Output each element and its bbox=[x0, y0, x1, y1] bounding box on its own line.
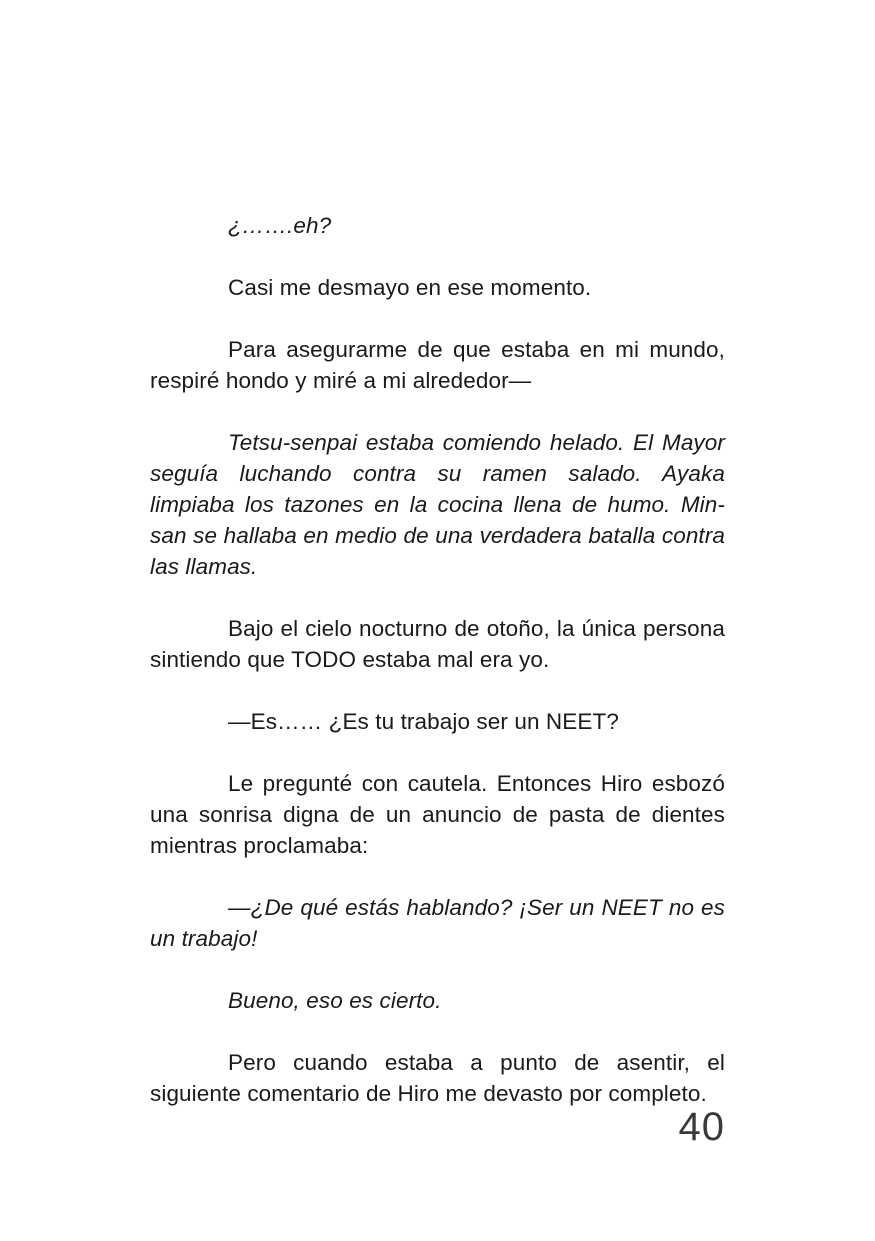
page-number: 40 bbox=[678, 1105, 725, 1149]
paragraph-3: Para asegurarme de que estaba en mi mundo, respiré hondo y miré a mi alrededor— bbox=[150, 337, 725, 393]
paragraph-9: Bueno, eso es cierto. bbox=[228, 988, 442, 1013]
paragraph-5: Bajo el cielo nocturno de otoño, la única persona sintiendo que TODO estaba mal era yo. bbox=[150, 616, 725, 672]
paragraph-8: —¿De qué estás hablando? ¡Ser un NEET no es un trabajo! bbox=[150, 895, 725, 951]
paragraph-10: Pero cuando estaba a punto de asentir, el siguiente comentario de Hiro me devasto por completo. bbox=[150, 1050, 725, 1106]
paragraph-1: ¿…….eh? bbox=[228, 213, 332, 238]
body-text bbox=[150, 210, 725, 1140]
paragraph-4: Tetsu-senpai estaba comiendo helado. El Mayor seguía luchando contra su ramen salado. Ayaka limpiaba los tazones en la cocina llena de humo. Min-san se hallaba en medio de una verdadera batalla contra las llamas. bbox=[150, 430, 725, 579]
paragraph-6: —Es…… ¿Es tu trabajo ser un NEET? bbox=[228, 709, 619, 734]
paragraph-7: Le pregunté con cautela. Entonces Hiro esbozó una sonrisa digna de un anuncio de pasta de dientes mientras proclamaba: bbox=[150, 771, 725, 858]
paragraph-2: Casi me desmayo en ese momento. bbox=[228, 275, 592, 300]
